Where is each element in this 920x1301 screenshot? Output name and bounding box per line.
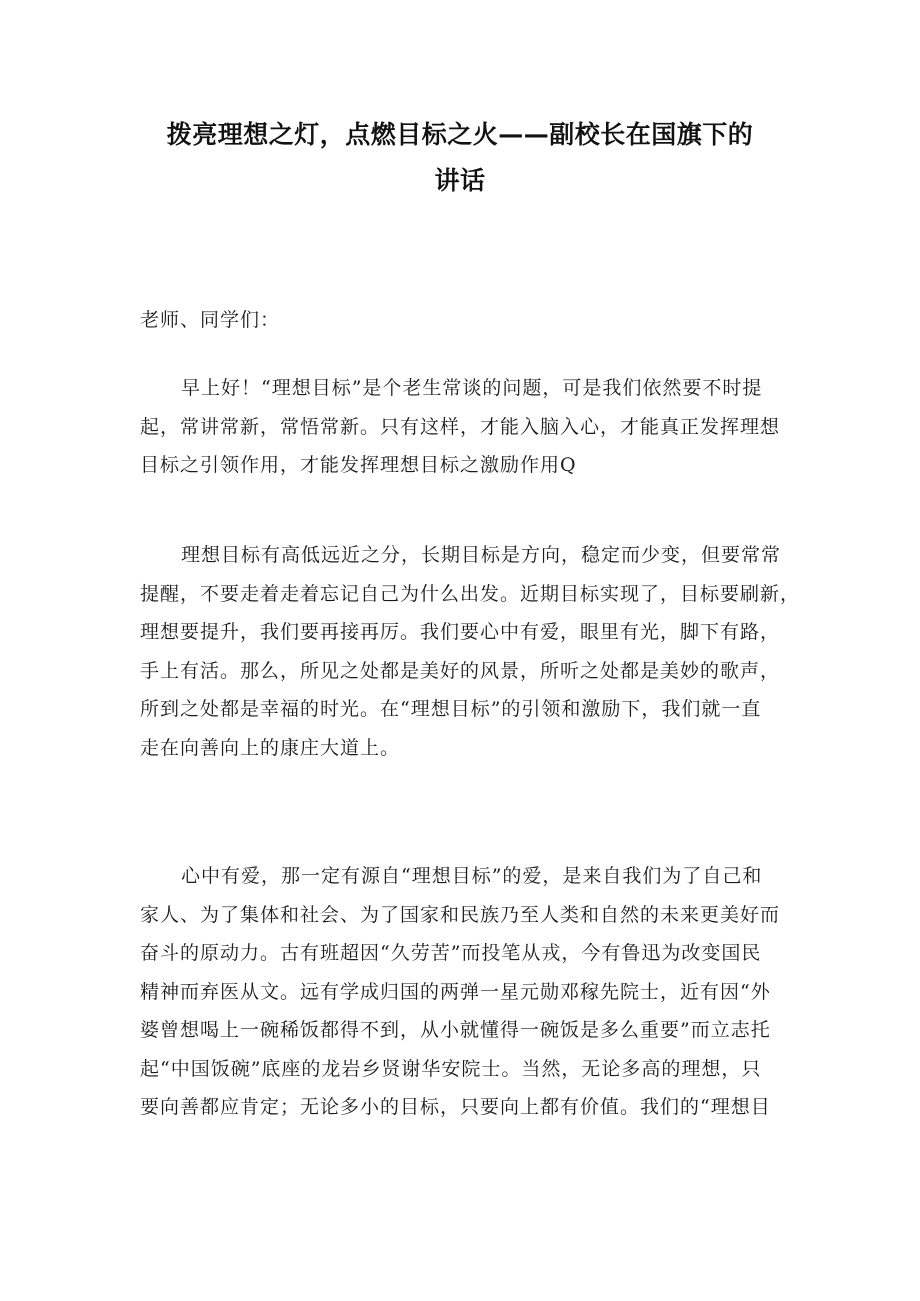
- paragraph-line: 目标之引领作用，才能发挥理想目标之激励作用Q: [140, 454, 577, 476]
- paragraph-line: 手上有活。那么，所见之处都是美好的风景，所听之处都是美妙的歌声，: [140, 659, 781, 682]
- paragraph-line: 奋斗的原动力。古有班超因“久劳苦”而投笔从戎，今有鲁迅为改变国民: [140, 942, 762, 964]
- document-title: [120, 112, 800, 204]
- paragraph-line: 所到之处都是幸福的时光。在“理想目标”的引领和激励下，我们就一直: [140, 698, 762, 720]
- paragraph-line: 提醒，不要走着走着忘记自己为什么出发。近期目标实现了，目标要刷新，: [140, 582, 801, 605]
- salutation: 老师、同学们：: [140, 309, 281, 331]
- paragraph-3: [140, 857, 800, 1127]
- paragraph-line: 家人、为了集体和社会、为了国家和民族乃至人类和自然的未来更美好而: [140, 903, 781, 926]
- title-line-2: 讲话: [434, 166, 486, 195]
- paragraph-line: 理想要提升，我们要再接再厉。我们要心中有爱，眼里有光，脚下有路，: [140, 621, 781, 643]
- paragraph-line: 精神而弃医从文。远有学成归国的两弹一星元勋邓稼先院士，近有因“外: [140, 980, 771, 1003]
- paragraph-2: [140, 536, 800, 767]
- paragraph-line: 走在向善向上的康庄大道上。: [140, 736, 401, 759]
- paragraph-line: 早上好！“理想目标”是个老生常谈的问题，可是我们依然要不时提: [181, 377, 763, 399]
- paragraph-1: [140, 369, 800, 485]
- paragraph-line: 心中有爱，那一定有源自“理想目标”的爱，是来自我们为了自己和: [181, 865, 763, 887]
- paragraph-line: 理想目标有高低远近之分，长期目标是方向，稳定而少变，但要常常: [181, 544, 782, 566]
- paragraph-line: 婆曾想喝上一碗稀饭都得不到，从小就懂得一碗饭是多么重要”而立志托: [140, 1019, 771, 1041]
- title-line-1: 拨亮理想之灯，点燃目标之火——副校长在国旗下的: [166, 120, 754, 149]
- paragraph-line: 起，常讲常新，常悟常新。只有这样，才能入脑入心，才能真正发挥理想: [140, 415, 781, 438]
- paragraph-line: 要向善都应肯定；无论多小的目标，只要向上都有价值。我们的“理想目: [140, 1096, 771, 1118]
- paragraph-line: 起“中国饭碗”底座的龙岩乡贤谢华安院士。当然，无论多高的理想，只: [140, 1057, 762, 1080]
